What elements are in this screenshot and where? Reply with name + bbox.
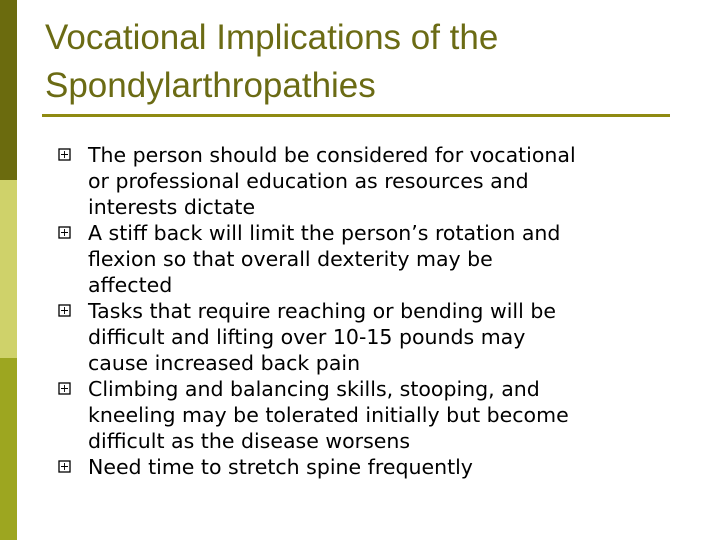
bullet-text-line: interests dictate [88, 195, 256, 219]
square-bullet-icon [58, 382, 71, 395]
bullet-text-line: flexion so that overall dexterity may be [88, 247, 493, 271]
slide-title-line: Vocational Implications of the [45, 18, 499, 57]
slide-title-line: Spondylarthropathies [45, 66, 376, 105]
bullet-list [58, 142, 678, 480]
bullet-text-line: cause increased back pain [88, 351, 361, 375]
bullet-text-line: or professional education as resources and [88, 169, 529, 193]
square-bullet-icon [58, 226, 71, 239]
side-accent-bar [0, 0, 17, 540]
bullet-text-line: difficult as the disease worsens [88, 429, 411, 453]
bullet-text-line: A stiff back will limit the person’s rotation and [88, 221, 561, 245]
bullet-item [58, 220, 678, 298]
bullet-item [58, 454, 678, 480]
title-underline [42, 114, 670, 117]
bullet-text-line: affected [88, 273, 173, 297]
bullet-item [58, 376, 678, 454]
square-bullet-icon [58, 148, 71, 161]
square-bullet-icon [58, 460, 71, 473]
side-bar-segment-top [0, 0, 17, 180]
bullet-text-line: Need time to stretch spine frequently [88, 455, 473, 479]
bullet-text-line: Climbing and balancing skills, stooping, and [88, 377, 540, 401]
slide-title [45, 14, 685, 110]
bullet-text-line: kneeling may be tolerated initially but become [88, 403, 569, 427]
square-bullet-icon [58, 304, 71, 317]
side-bar-segment-bottom [0, 358, 17, 540]
bullet-text-line: Tasks that require reaching or bending will be [88, 299, 556, 323]
bullet-text-line: The person should be considered for vocational [88, 143, 576, 167]
bullet-text-line: difficult and lifting over 10-15 pounds may [88, 325, 526, 349]
bullet-item [58, 298, 678, 376]
bullet-item [58, 142, 678, 220]
side-bar-segment-middle [0, 180, 17, 358]
